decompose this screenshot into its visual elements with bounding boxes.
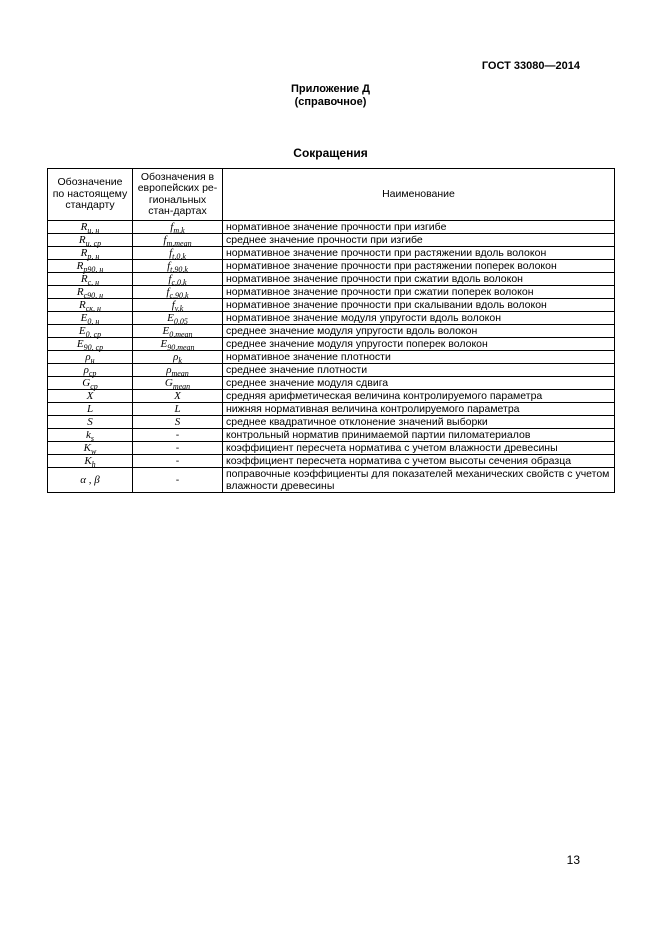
name-cell: нормативное значение прочности при растяжении вдоль волокон <box>223 247 615 260</box>
table-row <box>48 416 615 429</box>
symbol-cell-standard: α , β <box>48 468 133 493</box>
name-cell: нормативное значение прочности при сжатии поперек волокон <box>223 286 615 299</box>
header-designation-standard: Обозначение по настоящему стандарту <box>48 169 133 221</box>
table-row <box>48 234 615 247</box>
name-cell: нормативное значение прочности при растяжении поперек волокон <box>223 260 615 273</box>
symbol-cell-standard: $R_{с, н}$ <box>48 273 133 286</box>
table-row <box>48 312 615 325</box>
symbol-cell-standard: L <box>48 403 133 416</box>
symbol-cell-european: $\overline{X}$ <box>133 390 223 403</box>
abbreviations-table <box>47 168 615 493</box>
table-row <box>48 221 615 234</box>
name-cell: коэффициент пересчета норматива с учетом высоты сечения образца <box>223 455 615 468</box>
name-cell: контрольный норматив принимаемой партии пиломатериалов <box>223 429 615 442</box>
name-cell: среднее значение плотности <box>223 364 615 377</box>
name-cell: нормативное значение прочности при изгибе <box>223 221 615 234</box>
table-row <box>48 286 615 299</box>
symbol-cell-standard: $\rho_н$ <box>48 351 133 364</box>
symbol-cell-european: $f_{m,k}$ <box>133 221 223 234</box>
symbol-cell-european: $f_{c,90,k}$ <box>133 286 223 299</box>
symbol-cell-european: $f_{m,mean}$ <box>133 234 223 247</box>
abbreviations-table-body <box>48 221 615 493</box>
name-cell: нормативное значение прочности при скалывании вдоль волокон <box>223 299 615 312</box>
symbol-cell-european: S <box>133 416 223 429</box>
symbol-cell-standard: $R_{р, н}$ <box>48 247 133 260</box>
symbol-cell-european: - <box>133 429 223 442</box>
symbol-cell-european: $f_{c,0,k}$ <box>133 273 223 286</box>
table-row <box>48 455 615 468</box>
symbol-cell-standard: $R_{и, н}$ <box>48 221 133 234</box>
name-cell: среднее значение модуля сдвига <box>223 377 615 390</box>
symbol-cell-standard: $R_{ск, н}$ <box>48 299 133 312</box>
table-row <box>48 325 615 338</box>
table-row <box>48 351 615 364</box>
table-row <box>48 260 615 273</box>
appendix-subtitle: (справочное) <box>294 96 367 108</box>
symbol-cell-standard: $E_{0, н}$ <box>48 312 133 325</box>
symbol-cell-standard: $G_{ср}$ <box>48 377 133 390</box>
symbol-cell-standard: $K_w$ <box>48 442 133 455</box>
name-cell: нормативное значение прочности при сжатии вдоль волокон <box>223 273 615 286</box>
header-name: Наименование <box>223 169 615 221</box>
name-cell: коэффициент пересчета норматива с учетом влажности древесины <box>223 442 615 455</box>
doc-number: ГОСТ 33080—2014 <box>481 60 580 72</box>
symbol-cell-standard: $R_{с90, н}$ <box>48 286 133 299</box>
symbol-cell-standard: $\overline{X}$ <box>48 390 133 403</box>
name-cell: среднее значение модуля упругости вдоль волокон <box>223 325 615 338</box>
symbol-cell-european: L <box>133 403 223 416</box>
symbol-cell-european: $E_{90,mean}$ <box>133 338 223 351</box>
name-cell: среднее значение модуля упругости поперек волокон <box>223 338 615 351</box>
name-cell: среднее значение прочности при изгибе <box>223 234 615 247</box>
symbol-cell-standard: $R_{и, ср}$ <box>48 234 133 247</box>
symbol-cell-standard: S <box>48 416 133 429</box>
name-cell: среднее квадратичное отклонение значений выборки <box>223 416 615 429</box>
table-row <box>48 390 615 403</box>
name-cell: нижняя нормативная величина контролируемого параметра <box>223 403 615 416</box>
name-cell: нормативное значение модуля упругости вдоль волокон <box>223 312 615 325</box>
symbol-cell-european: $\rho_k$ <box>133 351 223 364</box>
section-title: Сокращения <box>293 146 368 160</box>
table-header-row <box>48 169 615 221</box>
symbol-cell-european: $E_{0,mean}$ <box>133 325 223 338</box>
table-row <box>48 273 615 286</box>
table-row <box>48 247 615 260</box>
symbol-cell-european: $\rho_{mean}$ <box>133 364 223 377</box>
table-row <box>48 377 615 390</box>
symbol-cell-european: - <box>133 468 223 493</box>
symbol-cell-standard: $\rho_{ср}$ <box>48 364 133 377</box>
table-row <box>48 403 615 416</box>
symbol-cell-european: $G_{mean}$ <box>133 377 223 390</box>
page-number: 13 <box>566 853 580 867</box>
table-row <box>48 299 615 312</box>
symbol-cell-standard: $E_{0, ср}$ <box>48 325 133 338</box>
table-row <box>48 442 615 455</box>
name-cell: средняя арифметическая величина контролируемого параметра <box>223 390 615 403</box>
table-row <box>48 468 615 493</box>
symbol-cell-european: $f_{t,0,k}$ <box>133 247 223 260</box>
table-row <box>48 429 615 442</box>
name-cell: поправочные коэффициенты для показателей механических свойств с учетом влажности древесины <box>223 468 615 493</box>
appendix-title: Приложение Д <box>291 83 370 95</box>
name-cell: нормативное значение плотности <box>223 351 615 364</box>
symbol-cell-standard: $K_h$ <box>48 455 133 468</box>
symbol-cell-european: $f_{v,k}$ <box>133 299 223 312</box>
table-row <box>48 338 615 351</box>
header-designation-european: Обозначения в европейских ре-гиональных стан-дартах <box>133 169 223 221</box>
symbol-cell-standard: $E_{90, ср}$ <box>48 338 133 351</box>
symbol-cell-european: $E_{0,05}$ <box>133 312 223 325</box>
table-row <box>48 364 615 377</box>
symbol-cell-standard: $k_s$ <box>48 429 133 442</box>
symbol-cell-european: - <box>133 455 223 468</box>
symbol-cell-european: $f_{t,90,k}$ <box>133 260 223 273</box>
symbol-cell-standard: $R_{р90, н}$ <box>48 260 133 273</box>
symbol-cell-european: - <box>133 442 223 455</box>
